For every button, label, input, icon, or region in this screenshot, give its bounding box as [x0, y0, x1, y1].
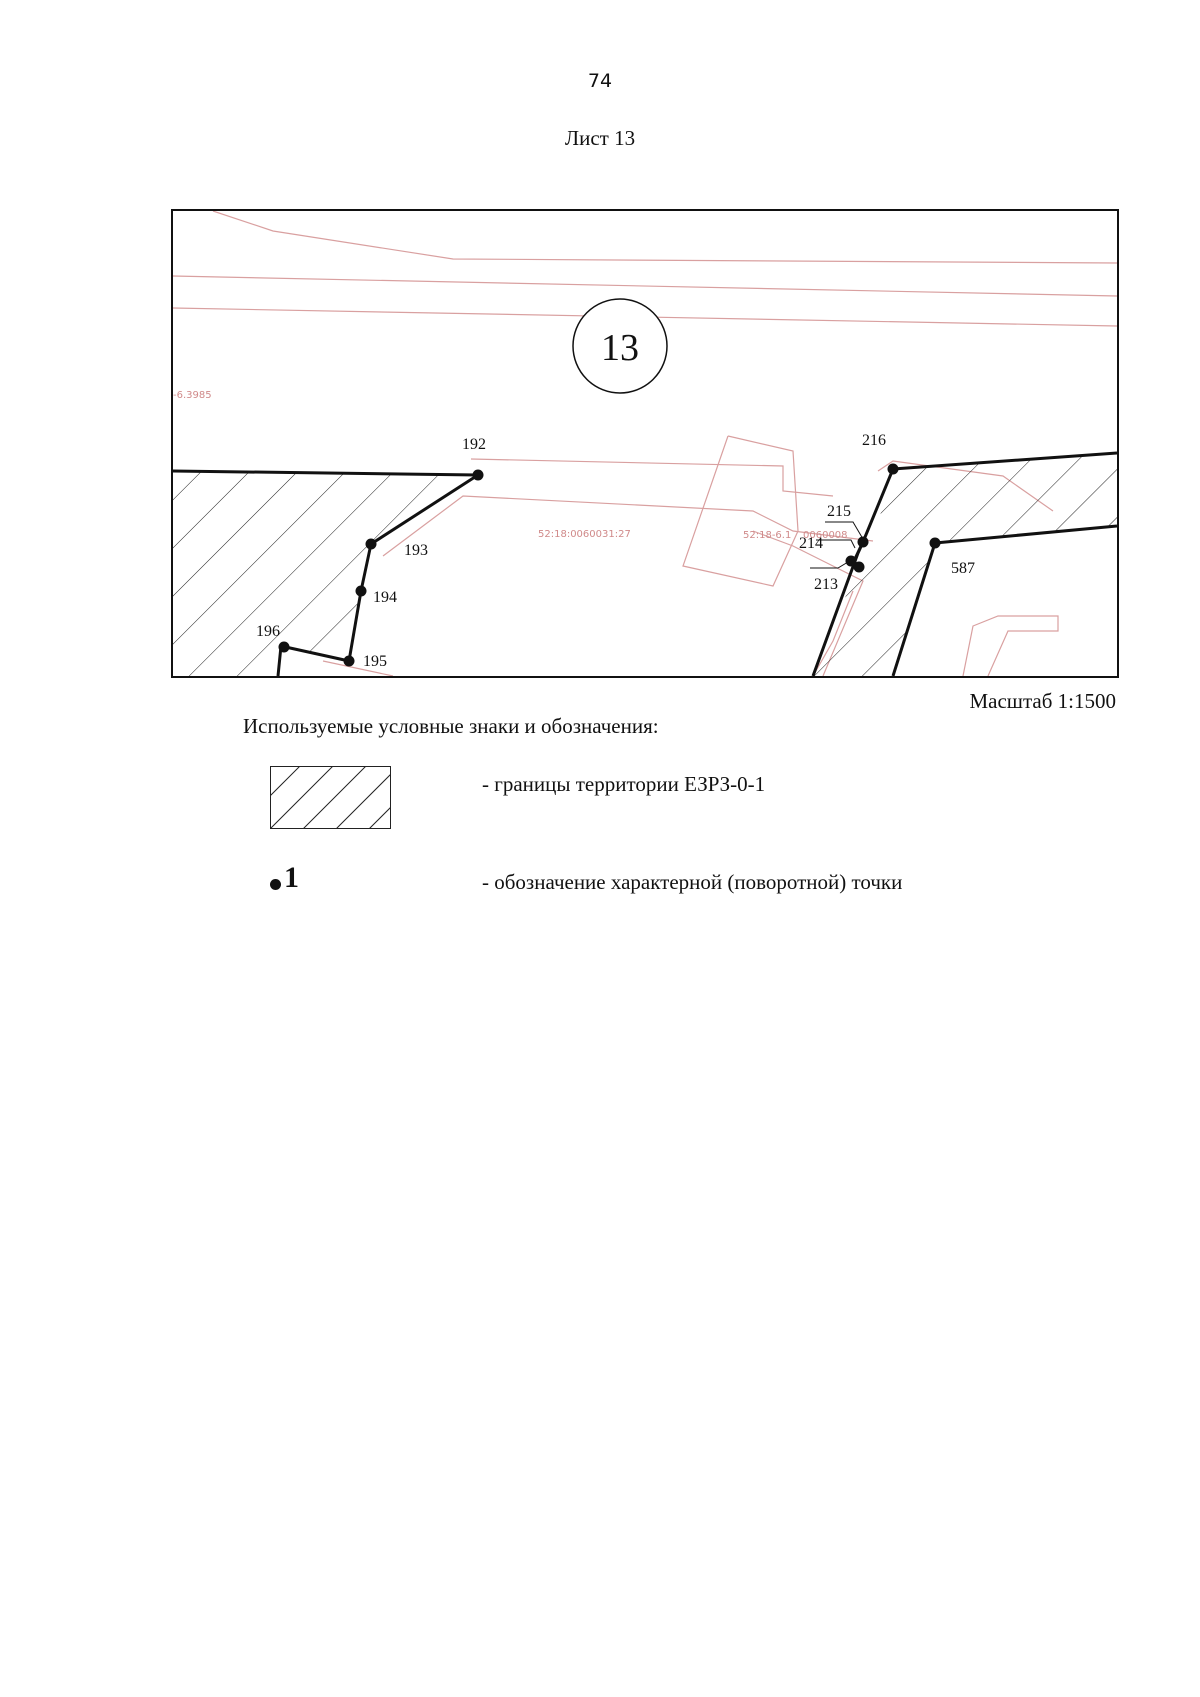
point-label-193: 193 — [404, 542, 428, 559]
scale-label: Масштаб 1:1500 — [969, 689, 1116, 713]
point-label-213: 213 — [814, 576, 838, 593]
legend-text-hatched-area: - границы территории ЕЗРЗ-0-1 — [482, 772, 766, 796]
point-label-194: 194 — [373, 589, 397, 606]
map-svg — [173, 211, 1117, 676]
zone-number: 13 — [601, 327, 639, 369]
legend-heading: Используемые условные знаки и обозначения: — [243, 714, 659, 738]
point-marker-195 — [344, 656, 355, 667]
point-label-215: 215 — [827, 503, 851, 520]
point-dot-icon — [270, 879, 281, 890]
point-marker-194 — [356, 586, 367, 597]
point-label-587: 587 — [951, 560, 975, 577]
cadastral-label: 0060008 — [803, 530, 848, 541]
legend-text-point: - обозначение характерной (поворотной) точки — [482, 870, 903, 894]
cadastral-label: 52:18:0060031:27 — [538, 529, 631, 540]
point-symbol-number: 1 — [284, 861, 299, 894]
cadastral-label: 52:18-6.1 — [743, 530, 792, 541]
map-frame — [171, 209, 1119, 678]
point-label-214: 214 — [799, 535, 823, 552]
zone-marker — [573, 299, 667, 393]
hatched-area-icon — [270, 766, 391, 829]
point-marker-587 — [930, 538, 941, 549]
point-label-192: 192 — [462, 436, 486, 453]
point-marker-215 — [858, 537, 869, 548]
hatched-area-left — [173, 471, 478, 676]
point-label-195: 195 — [363, 653, 387, 670]
point-marker-193 — [366, 539, 377, 550]
point-marker-192 — [473, 470, 484, 481]
point-marker-216 — [888, 464, 899, 475]
page-number: 74 — [587, 70, 613, 92]
sheet-title: Лист 13 — [564, 126, 636, 150]
cadastral-label: -6.3985 — [173, 390, 212, 401]
point-label-196: 196 — [256, 623, 280, 640]
point-marker-196 — [279, 642, 290, 653]
point-label-216: 216 — [862, 432, 886, 449]
point-marker-213 — [854, 562, 865, 573]
